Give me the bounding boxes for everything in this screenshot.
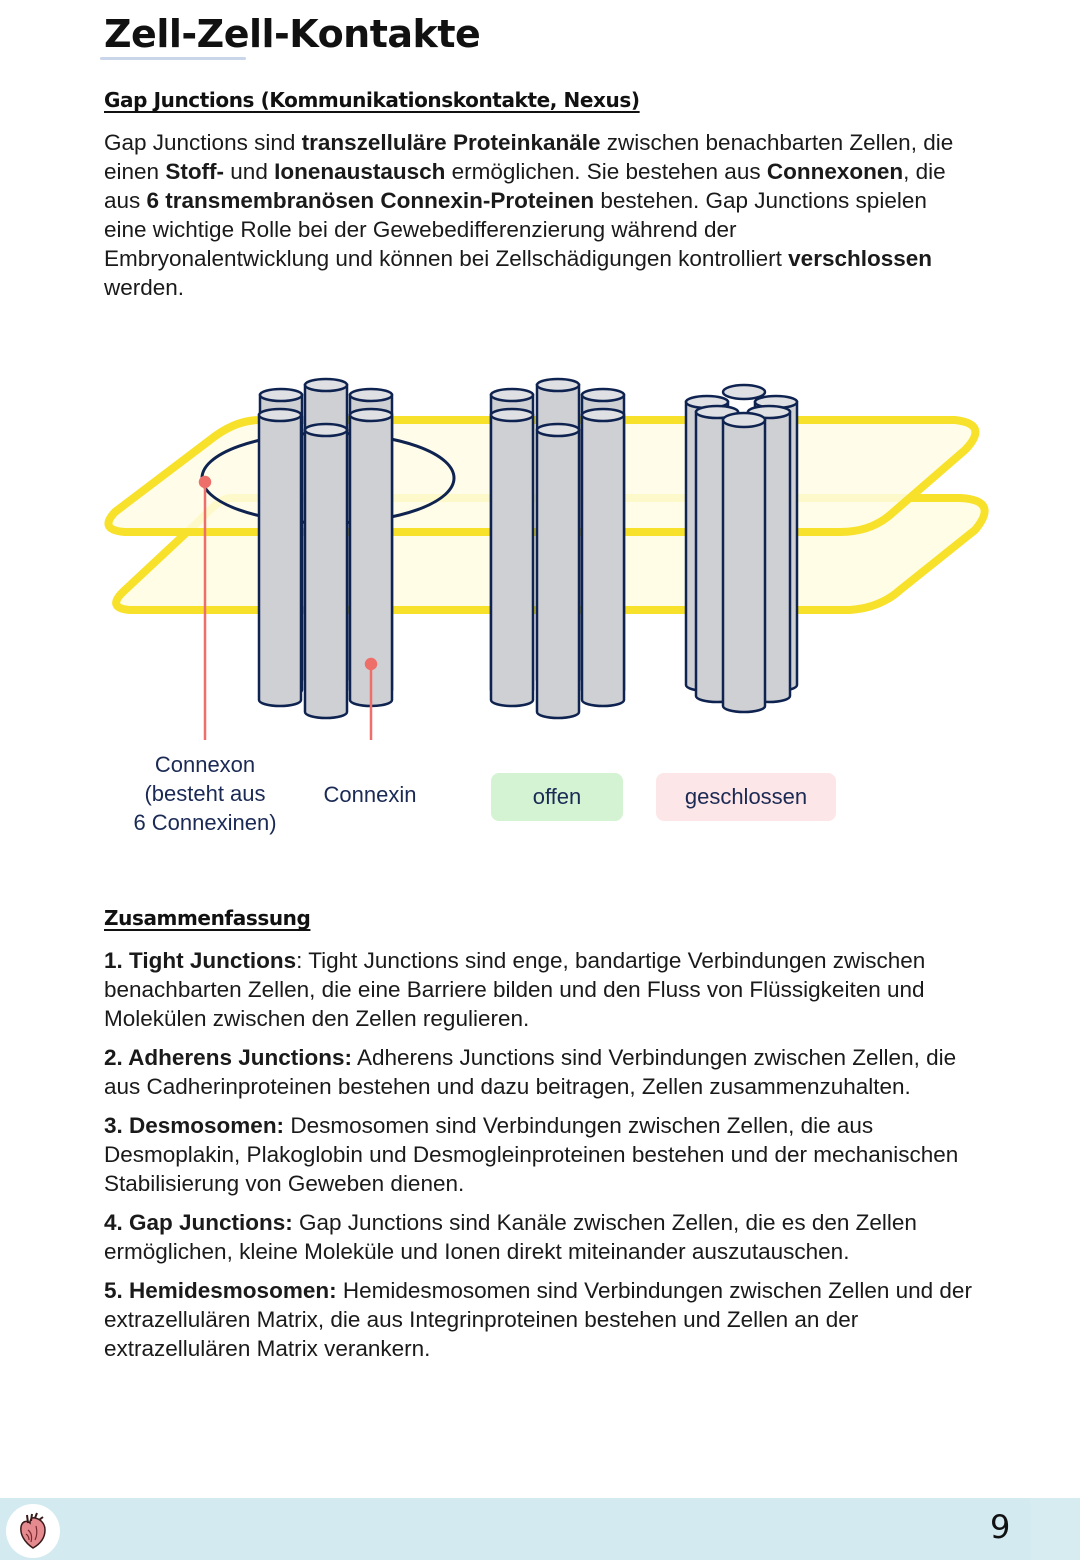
intro-paragraph	[104, 128, 964, 302]
connexon-label-line3: 6 Connexinen)	[133, 810, 277, 835]
summary-item-term: 2. Adherens Junctions:	[104, 1045, 352, 1070]
section-heading-summary: Zusammenfassung	[104, 906, 311, 930]
summary-list	[104, 946, 984, 1373]
section-heading-gap-junctions: Gap Junctions (Kommunikationskontakte, Nexus)	[104, 88, 640, 112]
intro-text: , die aus	[104, 159, 946, 213]
state-closed-badge: geschlossen	[656, 773, 836, 821]
gap-junction-diagram	[0, 360, 1080, 740]
intro-emphasis: Ionenaustausch	[274, 159, 446, 184]
summary-item-term: 3. Desmosomen:	[104, 1113, 285, 1138]
intro-text: Gap Junctions sind	[104, 130, 302, 155]
connexon-label-line1: Connexon	[154, 752, 256, 777]
intro-text: und	[224, 159, 275, 184]
intro-text: ermöglichen. Sie bestehen aus	[445, 159, 767, 184]
intro-text: zwischen benachbarten Zellen, die einen	[104, 130, 954, 184]
intro-emphasis: Stoff-	[165, 159, 225, 184]
diagram-illustration	[0, 360, 1080, 740]
logo-badge	[6, 1504, 60, 1558]
summary-item-text: : Tight Junctions sind enge, bandartige Verbindungen zwischen benachbarten Zellen, die eine Barriere bilden und den Fluss von Flüssigkeiten und Molekülen zwischen den Zellen regulieren.	[104, 948, 926, 1031]
page-number: 9	[990, 1508, 1011, 1546]
page-title: Zell-Zell-Kontakte	[104, 12, 481, 56]
summary-item-text: Gap Junctions sind Kanäle zwischen Zellen, die es den Zellen ermöglichen, kleine Moleküle und Ionen direkt miteinander auszutauschen.	[104, 1210, 917, 1264]
summary-item-text: Adherens Junctions sind Verbindungen zwischen Zellen, die aus Cadherinproteinen bestehen und dazu beitragen, Zellen zusammenzuhalten.	[104, 1045, 957, 1099]
summary-item-term: 4. Gap Junctions:	[104, 1210, 293, 1235]
summary-item	[104, 1208, 984, 1266]
summary-item	[104, 1111, 984, 1198]
summary-item	[104, 1043, 984, 1101]
footer-edge	[1030, 1498, 1080, 1560]
state-open-badge: offen	[491, 773, 623, 821]
title-underline	[100, 57, 246, 60]
summary-item	[104, 1276, 984, 1363]
summary-item-text: Desmosomen sind Verbindungen zwischen Zellen, die aus Desmoplakin, Plakoglobin und Desmogleinproteinen bestehen und der mechanischen Stabilisierung von Geweben dienen.	[104, 1113, 959, 1196]
heart-icon	[18, 1512, 48, 1550]
intro-emphasis: Connexonen	[766, 159, 904, 184]
summary-item	[104, 946, 984, 1033]
connexon-label-line2: (besteht aus	[144, 781, 266, 806]
intro-text: werden.	[104, 275, 185, 300]
summary-item-term: 5. Hemidesmosomen:	[104, 1278, 337, 1303]
connexin-label: Connexin	[323, 782, 417, 807]
intro-emphasis: transzelluläre Proteinkanäle	[301, 130, 601, 155]
intro-emphasis: 6 transmembranösen Connexin-Proteinen	[146, 188, 595, 213]
intro-emphasis: verschlossen	[788, 246, 933, 271]
summary-item-text: Hemidesmosomen sind Verbindungen zwischen Zellen und der extrazellulären Matrix, die aus Integrinproteinen bestehen und Zellen an der extrazellulären Matrix verankern.	[104, 1278, 972, 1361]
connexon-group-open	[491, 379, 624, 718]
connexon-label	[110, 750, 300, 837]
summary-item-term: 1. Tight Junctions	[104, 948, 297, 973]
intro-text: bestehen. Gap Junctions spielen eine wichtige Rolle bei der Gewebedifferenzierung während der Embryonalentwicklung und können bei Zellschädigungen kontrolliert	[104, 188, 927, 271]
page-footer	[0, 1498, 1080, 1560]
connexon-group-closed	[686, 385, 797, 712]
